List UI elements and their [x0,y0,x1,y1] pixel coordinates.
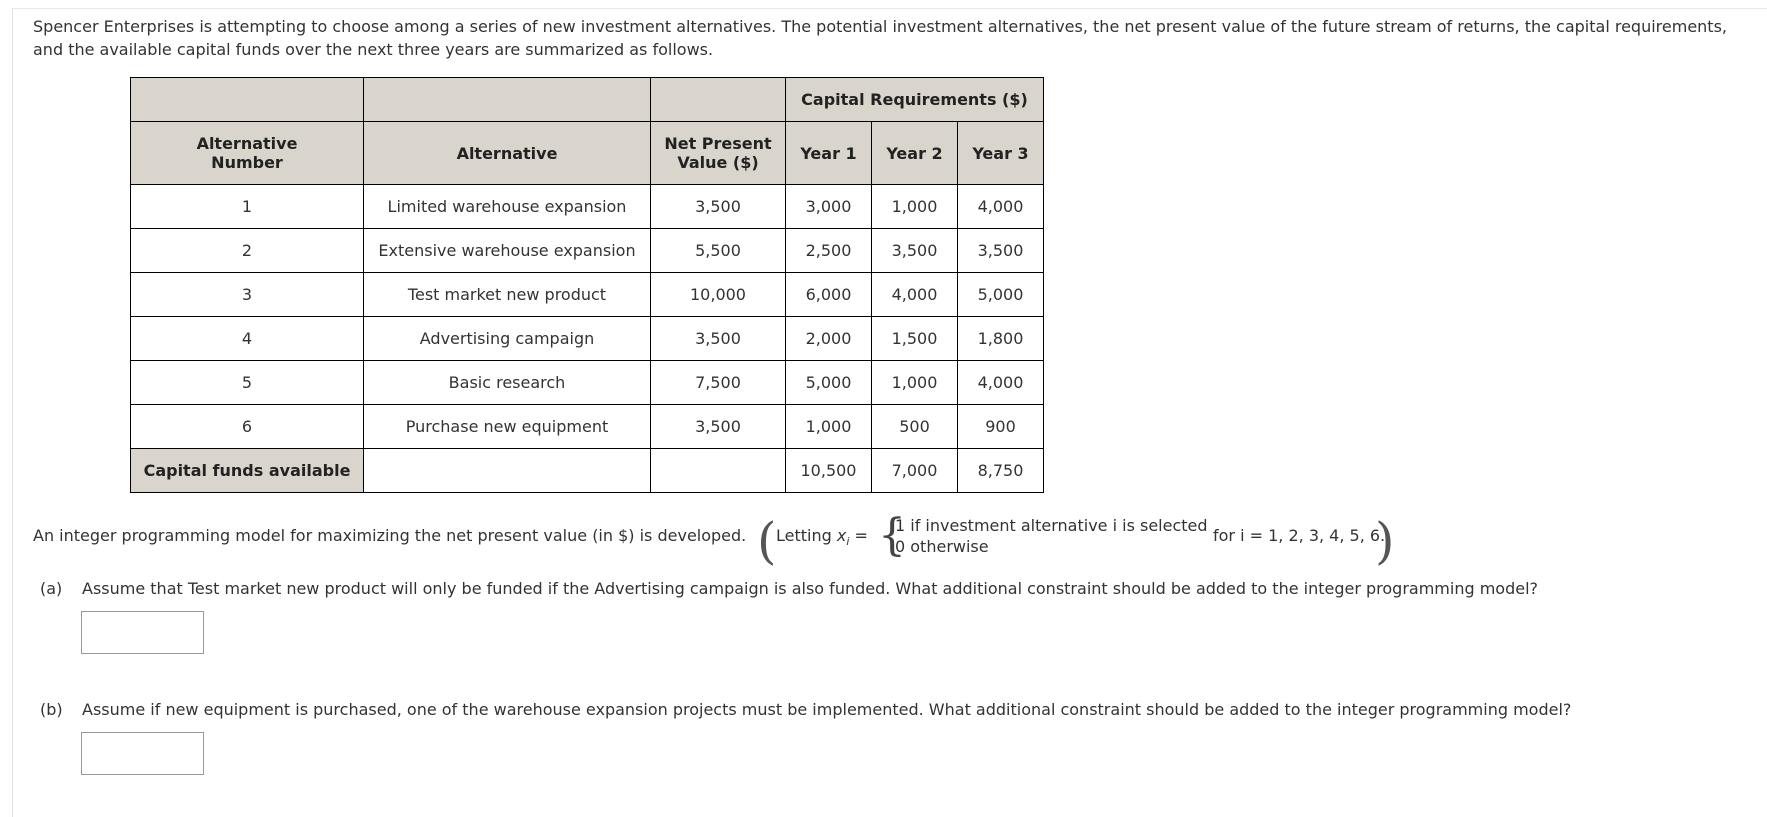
question-a [40,579,1538,598]
funds-row [131,449,1044,493]
capital-requirements-header: Capital Requirements ($) [786,78,1044,122]
table-row [131,185,1044,229]
year1-cell: 6,000 [786,273,872,317]
npv-cell: 3,500 [651,317,786,361]
table-row [131,229,1044,273]
problem-intro: Spencer Enterprises is attempting to choose among a series of new investment alternatives. The potential investment alternatives, the net present value of the future stream of returns, the capital requirements, and the available capital funds over the next three years are summarized as follows. [33,17,1727,59]
left-brace: { [878,510,906,561]
year3-header: Year 3 [958,122,1044,185]
alt-number-cell: 3 [131,273,364,317]
funds-year2-cell: 7,000 [872,449,958,493]
left-rule [12,8,13,817]
alt-name-cell: Basic research [364,361,651,405]
header-blank-2 [364,78,651,122]
case-selected: 1 if investment alternative i is selected [895,516,1208,535]
year2-header: Year 2 [872,122,958,185]
year3-cell: 5,000 [958,273,1044,317]
x-subscript: i [846,535,850,549]
right-paren: ) [1375,512,1395,570]
funds-year1-cell: 10,500 [786,449,872,493]
year3-cell: 4,000 [958,361,1044,405]
year2-cell: 4,000 [872,273,958,317]
alt-number-header: Alternative Number [131,122,364,185]
table-row [131,273,1044,317]
table-row [131,405,1044,449]
answer-b-input[interactable] [81,732,204,775]
header-blank-3 [651,78,786,122]
top-rule [12,8,1767,9]
year3-cell: 1,800 [958,317,1044,361]
case-otherwise: 0 otherwise [895,537,989,556]
npv-cell: 7,500 [651,361,786,405]
letting-word: Letting [776,526,832,545]
year2-cell: 3,500 [872,229,958,273]
question-b [40,700,1571,719]
alt-number-cell: 4 [131,317,364,361]
year3-cell: 3,500 [958,229,1044,273]
year2-cell: 500 [872,405,958,449]
funds-blank-1 [364,449,651,493]
alt-number-cell: 2 [131,229,364,273]
table-header-row-1 [131,78,1044,122]
table-row [131,361,1044,405]
year3-cell: 900 [958,405,1044,449]
npv-cell: 10,000 [651,273,786,317]
alt-name-cell: Advertising campaign [364,317,651,361]
letting-expression [776,526,868,548]
npv-cell: 5,500 [651,229,786,273]
equals-sign: = [854,526,868,545]
answer-a-input[interactable] [81,611,204,654]
funds-year3-cell: 8,750 [958,449,1044,493]
year2-cell: 1,500 [872,317,958,361]
alt-number-cell: 6 [131,405,364,449]
npv-cell: 3,500 [651,405,786,449]
question-a-label: (a) [40,579,63,598]
funds-label: Capital funds available [131,449,364,493]
table-row [131,317,1044,361]
x-variable: x [836,526,847,545]
alt-name-cell: Test market new product [364,273,651,317]
year1-cell: 2,000 [786,317,872,361]
table-header-row-2 [131,122,1044,185]
year2-cell: 1,000 [872,361,958,405]
year1-cell: 3,000 [786,185,872,229]
year1-cell: 1,000 [786,405,872,449]
alt-number-cell: 1 [131,185,364,229]
investment-table [130,77,1044,493]
year2-cell: 1,000 [872,185,958,229]
header-blank-1 [131,78,364,122]
year1-cell: 2,500 [786,229,872,273]
year1-cell: 5,000 [786,361,872,405]
alt-number-cell: 5 [131,361,364,405]
npv-header: Net Present Value ($) [651,122,786,185]
year1-header: Year 1 [786,122,872,185]
alt-name-cell: Limited warehouse expansion [364,185,651,229]
ip-model-lead: An integer programming model for maximizing the net present value (in $) is developed. [33,526,747,545]
question-b-label: (b) [40,700,63,719]
left-paren: ( [757,512,777,570]
alt-name-cell: Purchase new equipment [364,405,651,449]
year3-cell: 4,000 [958,185,1044,229]
npv-cell: 3,500 [651,185,786,229]
alt-name-cell: Extensive warehouse expansion [364,229,651,273]
question-a-text: Assume that Test market new product will only be funded if the Advertising campaign is also funded. What additional constraint should be added to the integer programming model? [82,579,1539,598]
funds-blank-2 [651,449,786,493]
alternative-header: Alternative [364,122,651,185]
for-i-range: for i = 1, 2, 3, 4, 5, 6. [1213,526,1386,545]
question-b-text: Assume if new equipment is purchased, one of the warehouse expansion projects must be implemented. What additional constraint should be added to the integer programming model? [82,700,1572,719]
